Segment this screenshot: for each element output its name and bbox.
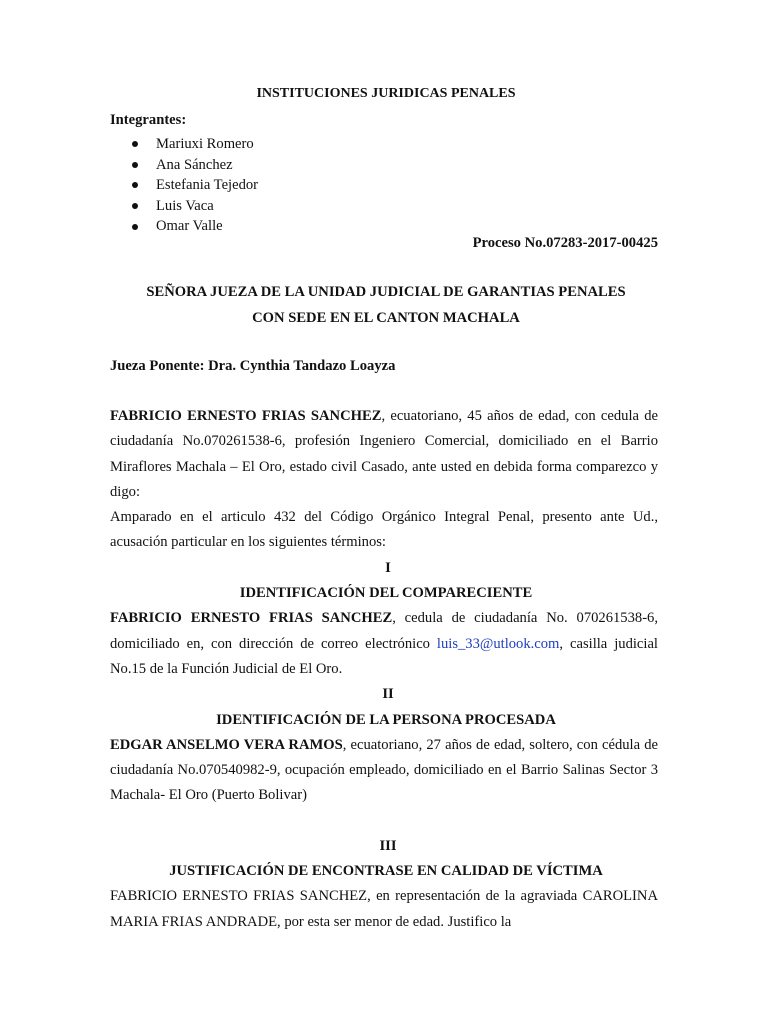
section-1-number: I xyxy=(385,559,391,576)
members-list xyxy=(110,134,658,237)
section-1-text-before: , cedula de ciudadanía No. 070261538-6, domiciliado en, con dirección de correo electrónico xyxy=(110,610,658,652)
section-1-text-after: , casilla judicial No.15 de la Función Judicial de El Oro. xyxy=(110,635,658,677)
document-title: INSTITUCIONES JURIDICAS PENALES xyxy=(256,86,516,101)
member-name: Luis Vaca xyxy=(156,197,214,214)
email-link[interactable]: luis_33@utlook.com xyxy=(436,635,560,652)
amparado-paragraph: Amparado en el articulo 432 del Código Orgánico Integral Penal, presento ante Ud., acusación particular en los siguientes términos: xyxy=(110,509,658,551)
case-number: Proceso No.07283-2017-00425 xyxy=(472,234,658,251)
document-page xyxy=(110,84,658,935)
section-2-paragraph xyxy=(110,733,658,809)
section-2-title: IDENTIFICACIÓN DE LA PERSONA PROCESADA xyxy=(216,711,556,728)
court-line-1: SEÑORA JUEZA DE LA UNIDAD JUDICIAL DE GARANTIAS PENALES xyxy=(146,283,626,300)
intro-text: , ecuatoriano, 45 años de edad, con cedula de ciudadanía No.070261538-6, profesión Ingeniero Comercial, domiciliado en el Barrio Miraflores Machala – El Oro, estado civil Casado, ante usted en debida forma comparezco y digo: xyxy=(110,407,658,500)
list-item xyxy=(132,134,658,155)
bullet-icon xyxy=(132,203,138,209)
court-line-2: CON SEDE EN EL CANTON MACHALA xyxy=(252,309,520,326)
section-1-name: FABRICIO ERNESTO FRIAS SANCHEZ xyxy=(110,610,393,627)
section-2-text: , ecuatoriano, 27 años de edad, soltero, con cédula de ciudadanía No.070540982-9, ocupación empleado, domiciliado en el Barrio Salinas Sector 3 Machala- El Oro (Puerto Bolivar) xyxy=(110,736,659,804)
judge-line: Jueza Ponente: Dra. Cynthia Tandazo Loayza xyxy=(110,357,396,374)
member-name: Estefania Tejedor xyxy=(156,177,259,194)
list-item xyxy=(132,155,658,176)
section-2-number: II xyxy=(382,686,394,703)
bullet-icon xyxy=(132,141,138,147)
section-1-paragraph xyxy=(110,606,658,682)
list-item xyxy=(132,175,658,196)
plaintiff-name: FABRICIO ERNESTO FRIAS SANCHEZ xyxy=(110,407,382,424)
intro-paragraph xyxy=(110,404,658,505)
member-name: Ana Sánchez xyxy=(156,156,233,173)
section-2-name: EDGAR ANSELMO VERA RAMOS xyxy=(110,736,343,753)
members-label: Integrantes: xyxy=(110,112,187,128)
member-name: Omar Valle xyxy=(156,218,223,235)
member-name: Mariuxi Romero xyxy=(156,136,254,152)
section-3-number: III xyxy=(379,837,397,854)
bullet-icon xyxy=(132,182,138,188)
section-3-paragraph: FABRICIO ERNESTO FRIAS SANCHEZ, en representación de la agraviada CAROLINA MARIA FRIAS ANDRADE, por esta ser menor de edad. Justifico la xyxy=(110,888,658,930)
bullet-icon xyxy=(132,224,138,230)
list-item xyxy=(132,196,658,217)
court-heading xyxy=(110,279,658,331)
spacer xyxy=(110,809,658,834)
section-1-title: IDENTIFICACIÓN DEL COMPARECIENTE xyxy=(239,585,533,602)
bullet-icon xyxy=(132,162,138,168)
section-3-title: JUSTIFICACIÓN DE ENCONTRASE EN CALIDAD DE VÍCTIMA xyxy=(169,863,603,880)
